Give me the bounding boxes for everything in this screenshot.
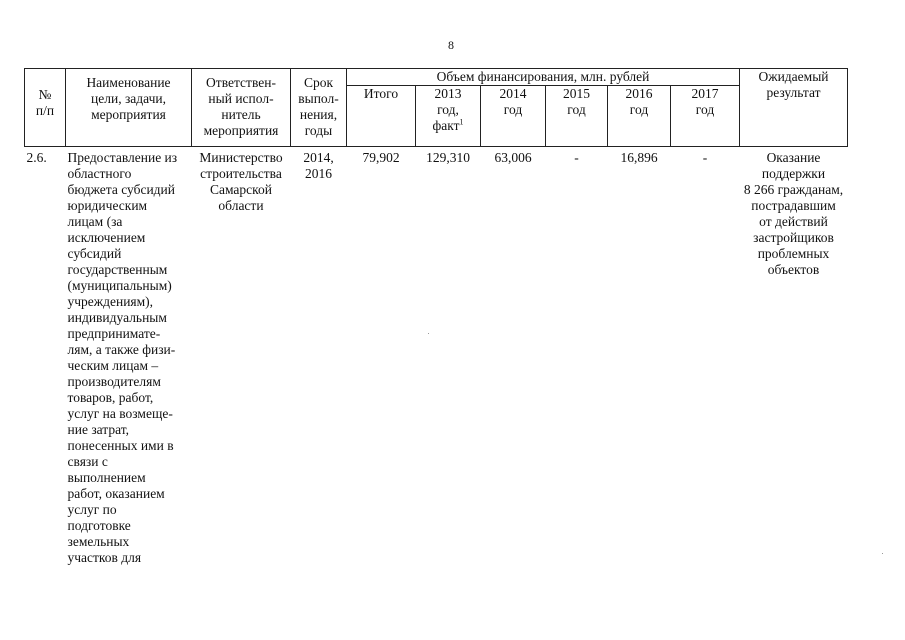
row-total: 79,902	[347, 147, 416, 567]
row-name-line: связи с	[67, 454, 108, 469]
header-result: Ожидаемый результат	[740, 69, 848, 147]
row-name-line: подготовке	[67, 518, 131, 533]
header-2013: 2013 год, факт$^1$	[416, 86, 481, 147]
row-name-line: индивидуальным	[67, 310, 167, 325]
row-name-line: выполнением	[67, 470, 146, 485]
row-name-line: ческим лицам –	[67, 358, 159, 373]
row-name-line: учреждениям),	[67, 294, 154, 309]
row-name-line: субсидий	[67, 246, 122, 261]
row-2013: 129,310	[416, 147, 481, 567]
row-name-line: работ, оказанием	[67, 486, 165, 501]
row-result-line: объектов	[767, 262, 820, 277]
row-responsible	[192, 147, 291, 567]
row-name-line: услуг на возмеще-	[67, 406, 173, 421]
footnote-mark: 1	[459, 117, 464, 127]
row-term-line: 2016	[305, 166, 332, 181]
header-2017: 2017 год	[671, 86, 740, 147]
row-2014: 63,006	[481, 147, 546, 567]
header-name: Наименование цели, задачи, мероприятия	[66, 69, 192, 147]
header-2015: 2015 год	[546, 86, 608, 147]
row-2016: 16,896	[608, 147, 671, 567]
row-result-line: Оказание	[766, 150, 821, 165]
row-name-line: государственным	[67, 262, 168, 277]
row-name-line: бюджета субсидий	[67, 182, 175, 197]
row-responsible-line: строительства	[200, 166, 282, 181]
row-name-line: Предоставление из	[67, 150, 178, 165]
row-result-line: 8 266 гражданам,	[743, 182, 844, 197]
row-result-line: поддержки	[761, 166, 826, 181]
header-2014: 2014 год	[481, 86, 546, 147]
row-name-line: юридическим	[67, 198, 148, 213]
row-name-line: производителям	[67, 374, 161, 389]
row-result	[740, 147, 848, 567]
financing-table	[24, 68, 848, 566]
row-name-line: лям, а также физи-	[67, 342, 176, 357]
row-name-line: услуг по	[67, 502, 117, 517]
row-term-lines	[293, 150, 345, 182]
row-2015: -	[546, 147, 608, 567]
header-2016: 2016 год	[608, 86, 671, 147]
header-responsible: Ответствен- ный испол- нитель мероприятия	[192, 69, 291, 147]
row-name-line: исключением	[67, 230, 146, 245]
row-name-line: областного	[67, 166, 132, 181]
row-term	[291, 147, 347, 567]
table-row	[25, 147, 848, 567]
scan-speck	[882, 553, 883, 554]
header-no: № п/п	[25, 69, 66, 147]
row-result-line: проблемных	[757, 246, 830, 261]
row-term-line: 2014,	[303, 150, 334, 165]
row-responsible-line: области	[218, 198, 264, 213]
row-2017: -	[671, 147, 740, 567]
row-result-line: застройщиков	[753, 230, 834, 245]
scan-speck	[428, 333, 429, 334]
row-name-line: предпринимате-	[67, 326, 161, 341]
row-name-line: товаров, работ,	[67, 390, 154, 405]
row-name-line: ние затрат,	[67, 422, 130, 437]
row-responsible-lines	[194, 150, 289, 214]
row-result-lines	[742, 150, 846, 278]
row-name-line: (муниципальным)	[67, 278, 172, 293]
row-result-line: от действий	[759, 214, 828, 229]
header-term: Срок выпол- нения, годы	[291, 69, 347, 147]
header-funding-group: Объем финансирования, млн. рублей	[347, 69, 740, 86]
row-name-line: понесенных ими в	[67, 438, 174, 453]
row-responsible-line: Министерство	[199, 150, 283, 165]
row-name-line: земельных	[67, 534, 130, 549]
row-responsible-line: Самарской	[209, 182, 273, 197]
header-total: Итого	[347, 86, 416, 147]
row-name-line: лицам (за	[67, 214, 123, 229]
row-result-line: пострадавшим	[751, 198, 836, 213]
row-number: 2.6.	[25, 147, 66, 567]
row-name-line: участков для	[67, 550, 142, 565]
page-number: 8	[448, 38, 454, 52]
row-name	[66, 147, 192, 567]
row-name-lines	[68, 150, 190, 566]
